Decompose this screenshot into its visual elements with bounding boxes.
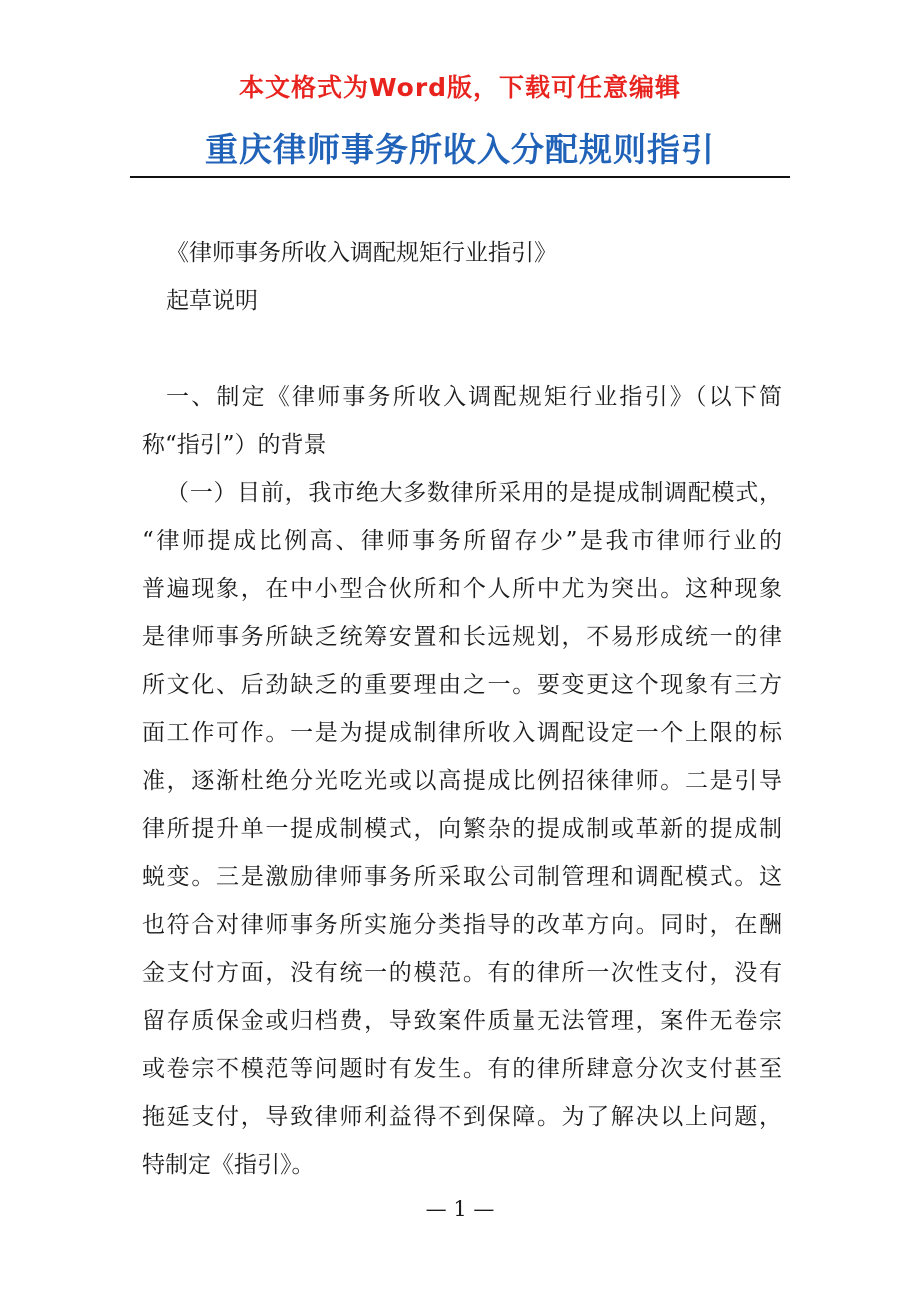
section-heading-line: 称“指引”）的背景 xyxy=(142,432,327,458)
paragraph-line: 所文化、后劲缺乏的重要理由之一。要变更这个现象有三方 xyxy=(142,672,782,698)
title-divider xyxy=(130,176,790,178)
paragraph-line: 特制定《指引》。 xyxy=(142,1152,315,1178)
format-notice: 本文格式为Word版，下载可任意编辑 xyxy=(238,73,682,102)
page-number: — 1 — xyxy=(425,1197,495,1221)
paragraph-line: “律师提成比例高、律师事务所留存少”是我市律师行业的 xyxy=(142,528,782,554)
paragraph-line: 金支付方面，没有统一的模范。有的律所一次性支付，没有 xyxy=(142,960,782,986)
paragraph-line: 面工作可作。一是为提成制律所收入调配设定一个上限的标 xyxy=(142,720,782,746)
paragraph-line: 或卷宗不模范等问题时有发生。有的律所肆意分次支付甚至 xyxy=(142,1056,782,1082)
section-heading-line: 一、制定《律师事务所收入调配规矩行业指引》（以下简 xyxy=(166,384,782,410)
paragraph-line: 留存质保金或归档费，导致案件质量无法管理，案件无卷宗 xyxy=(142,1008,782,1034)
guideline-name: 《律师事务所收入调配规矩行业指引》 xyxy=(166,240,557,266)
paragraph-line: （一）目前，我市绝大多数律所采用的是提成制调配模式， xyxy=(166,480,782,506)
paragraph-line: 拖延支付，导致律师利益得不到保障。为了解决以上问题， xyxy=(142,1104,782,1130)
paragraph-line: 律所提升单一提成制模式，向繁杂的提成制或革新的提成制 xyxy=(142,816,782,842)
paragraph-line: 也符合对律师事务所实施分类指导的改革方向。同时，在酬 xyxy=(142,912,782,938)
paragraph-line: 准，逐渐杜绝分光吃光或以高提成比例招徕律师。二是引导 xyxy=(142,768,782,794)
paragraph-line: 是律师事务所缺乏统筹安置和长远规划，不易形成统一的律 xyxy=(142,624,782,650)
drafting-note-heading: 起草说明 xyxy=(166,288,258,314)
paragraph-line: 普遍现象，在中小型合伙所和个人所中尤为突出。这种现象 xyxy=(142,576,782,602)
document-title: 重庆律师事务所收入分配规则指引 xyxy=(205,130,715,169)
paragraph-line: 蜕变。三是激励律师事务所采取公司制管理和调配模式。这 xyxy=(142,864,782,890)
